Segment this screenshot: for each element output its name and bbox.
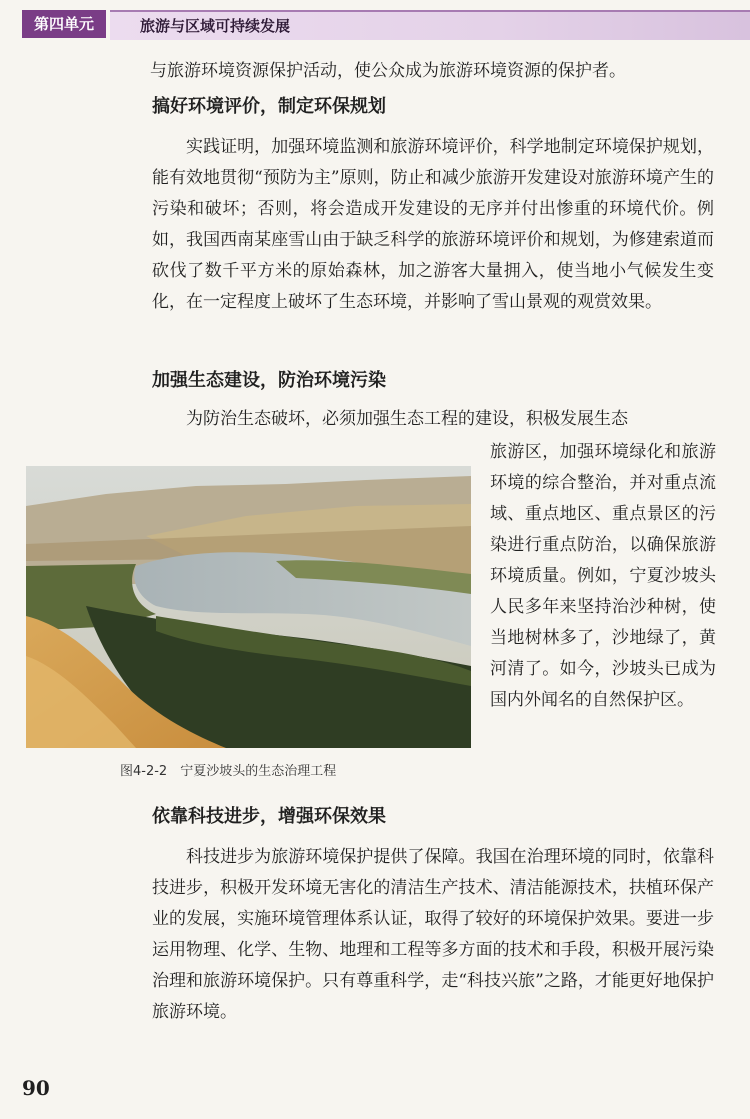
section-body-ecology-side: 旅游区，加强环境绿化和旅游环境的综合整治，并对重点流域、重点地区、重点景区的污染进行重点防治，以确保旅游环境质量。例如，宁夏沙坡头人民多年来坚持治沙种树，使当地树林多了，沙地绿了，黄河清了。如今，沙坡头已成为国内外闻名的自然保护区。 [490, 442, 716, 710]
unit-label: 第四单元 [22, 10, 106, 38]
page-header [22, 0, 750, 40]
section-heading-ecology: 加强生态建设，防治环境污染 [152, 370, 386, 391]
section-heading-evaluation: 搞好环境评价，制定环保规划 [152, 96, 386, 117]
figure-photo-shapotou [26, 466, 471, 748]
section-body-evaluation: 实践证明，加强环境监测和旅游环境评价，科学地制定环境保护规划，能有效地贯彻“预防为主”原则，防止和减少旅游开发建设对旅游环境产生的污染和破坏；否则，将会造成开发建设的无序并付出惨重的环境代价。例如，我国西南某座雪山由于缺乏科学的旅游环境评价和规划，为修建索道而砍伐了数千平方米的原始森林，加之游客大量拥入，使当地小气候发生变化，在一定程度上破坏了生态环境，并影响了雪山景观的观赏效果。 [152, 137, 714, 312]
page-number: 90 [22, 1076, 50, 1100]
unit-title-bar [110, 10, 750, 40]
figure-caption: 图4-2-2 宁夏沙坡头的生态治理工程 [120, 764, 337, 779]
landscape-illustration [26, 466, 471, 748]
section-heading-technology: 依靠科技进步，增强环保效果 [152, 806, 386, 827]
intro-line: 与旅游环境资源保护活动，使公众成为旅游环境资源的保护者。 [150, 61, 626, 81]
section-body-ecology-top: 为防治生态破坏，必须加强生态工程的建设，积极发展生态 [152, 409, 628, 429]
unit-title: 旅游与区域可持续发展 [140, 17, 291, 35]
section-body-technology: 科技进步为旅游环境保护提供了保障。我国在治理环境的同时，依靠科技进步，积极开发环境无害化的清洁生产技术、清洁能源技术，扶植环保产业的发展，实施环境管理体系认证，取得了较好的环境保护效果。要进一步运用物理、化学、生物、地理和工程等多方面的技术和手段，积极开展污染治理和旅游环境保护。只有尊重科学，走“科技兴旅”之路，才能更好地保护旅游环境。 [152, 847, 714, 1022]
